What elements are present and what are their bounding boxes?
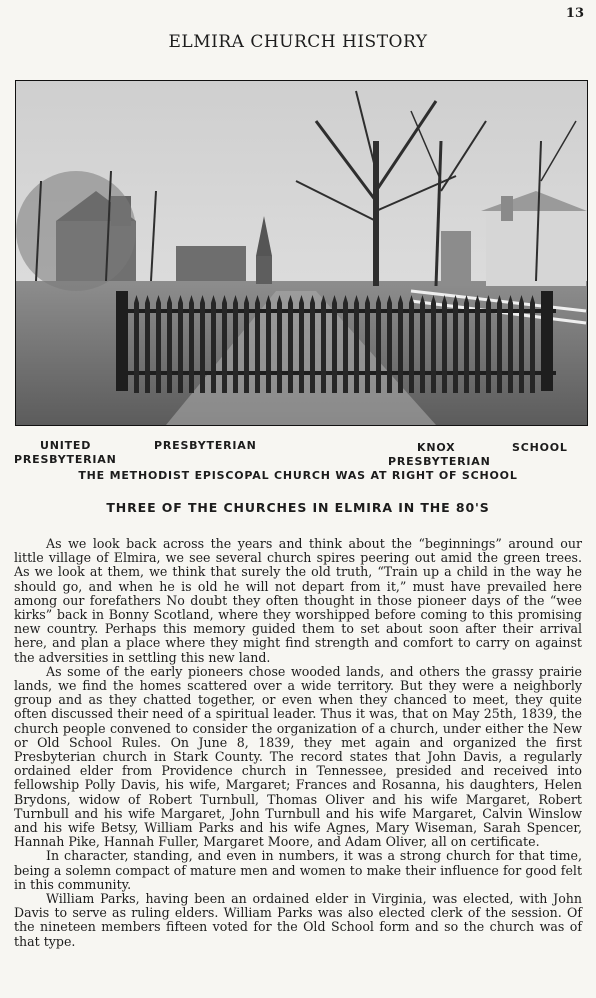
caption-knox: KNOX [417,441,456,454]
photo-subtitle: THREE OF THE CHURCHES IN ELMIRA IN THE 80'S [106,500,490,515]
fence-picket [244,295,249,393]
caption-united-presbyterian: PRESBYTERIAN [14,453,117,466]
fence-picket [354,295,359,393]
fence-picket [288,295,293,393]
caption-methodist-note: THE METHODIST EPISCOPAL CHURCH WAS AT RIGHT OF SCHOOL [78,469,518,482]
fence-picket [299,295,304,393]
fence-picket [409,295,414,393]
fence-picket [442,295,447,393]
fence-picket [398,295,403,393]
fence-picket [178,295,183,393]
paragraph: William Parks, having been an ordained elder in Virginia, was elected, with John Davis to serve as ruling elders. William Parks was also elected clerk of the session. Of the nineteen members fifteen voted for the Old School form and so the church was of that type. [14,891,582,949]
fence-picket [255,295,260,393]
fence-picket [332,295,337,393]
fence-picket [233,295,238,393]
fence-picket [343,295,348,393]
fence-picket [200,295,205,393]
fence-picket [189,295,194,393]
fence-picket [519,295,524,393]
caption-school: SCHOOL [512,441,568,454]
article-body [14,537,582,949]
fence-picket [431,295,436,393]
caption-presbyterian: PRESBYTERIAN [154,439,257,452]
fence-picket [321,295,326,393]
caption-united: UNITED [40,439,92,452]
paragraph: As some of the early pioneers chose wooded lands, and others the grassy prairie lands, we find the homes scattered over a wide territory. But they were a neighborly group and as they chatted together, or even when they chanced to meet, they quite often discussed their need of a spiritual leader. Thus it was, that on May 25th, 1839, the church people convened to consider the organization of a church, under either the New or Old School Rules. On June 8, 1839, they met again and organized the first Presbyterian church in Stark County. The record states that John Davis, a regularly ordained elder from Providence church in Tennessee, presided and received into fellowship Polly Davis, his wife, Margaret; Frances and Rosanna, his daughters, Helen Brydons, widow of Robert Turnbull, Thomas Oliver and his wife Margaret, Robert Turnbull and his wife Margaret, John Turnbull and his wife Margaret, Calvin Winslow and his wife Betsy, William Parks and his wife Agnes, Mary Wiseman, Sarah Spencer, Hannah Pike, Hannah Fuller, Margaret Moore, and Adam Oliver, all on certificate. [14,663,582,850]
fence-picket [387,295,392,393]
fence-picket [376,295,381,393]
fence-picket [420,295,425,393]
fence-picket [266,295,271,393]
fence-picket [497,295,502,393]
page-title: ELMIRA CHURCH HISTORY [168,32,428,52]
fence-picket [453,295,458,393]
fence-picket [145,295,150,393]
fence-picket [365,295,370,393]
photograph-image [16,81,587,425]
fence-picket [277,295,282,393]
church-photograph [15,80,588,426]
fence-picket [464,295,469,393]
fence-picket [134,295,139,393]
fence-picket [486,295,491,393]
fence-picket [508,295,513,393]
fence-picket [310,295,315,393]
fence-picket [211,295,216,393]
fence-picket [167,295,172,393]
page-number: 13 [565,6,584,21]
paragraph: As we look back across the years and think about the “beginnings” around our little village of Elmira, we see several church spires peering out amid the green trees. As we look at them, we think that surely the old truth, “Train up a child in the way he should go, and when he is old he will not depart from it,” must have prevailed here among our forefathers No doubt they often thought in those pioneer days of the “wee kirks” back in Bonny Scotland, where they worshipped before coming to this promising new country. Perhaps this memory guided them to set about soon after their arrival here, and plan a place where they might find strength and comfort to carry on against the adversities in settling this new land. [14,536,582,665]
fence-picket [530,295,535,393]
fence-picket [156,295,161,393]
paragraph: In character, standing, and even in numbers, it was a strong church for that time, being a solemn compact of mature men and women to make their influence for good felt in this community. [14,848,582,892]
fence-picket [222,295,227,393]
caption-knox-presbyterian: PRESBYTERIAN [388,455,491,468]
fence-picket [475,295,480,393]
